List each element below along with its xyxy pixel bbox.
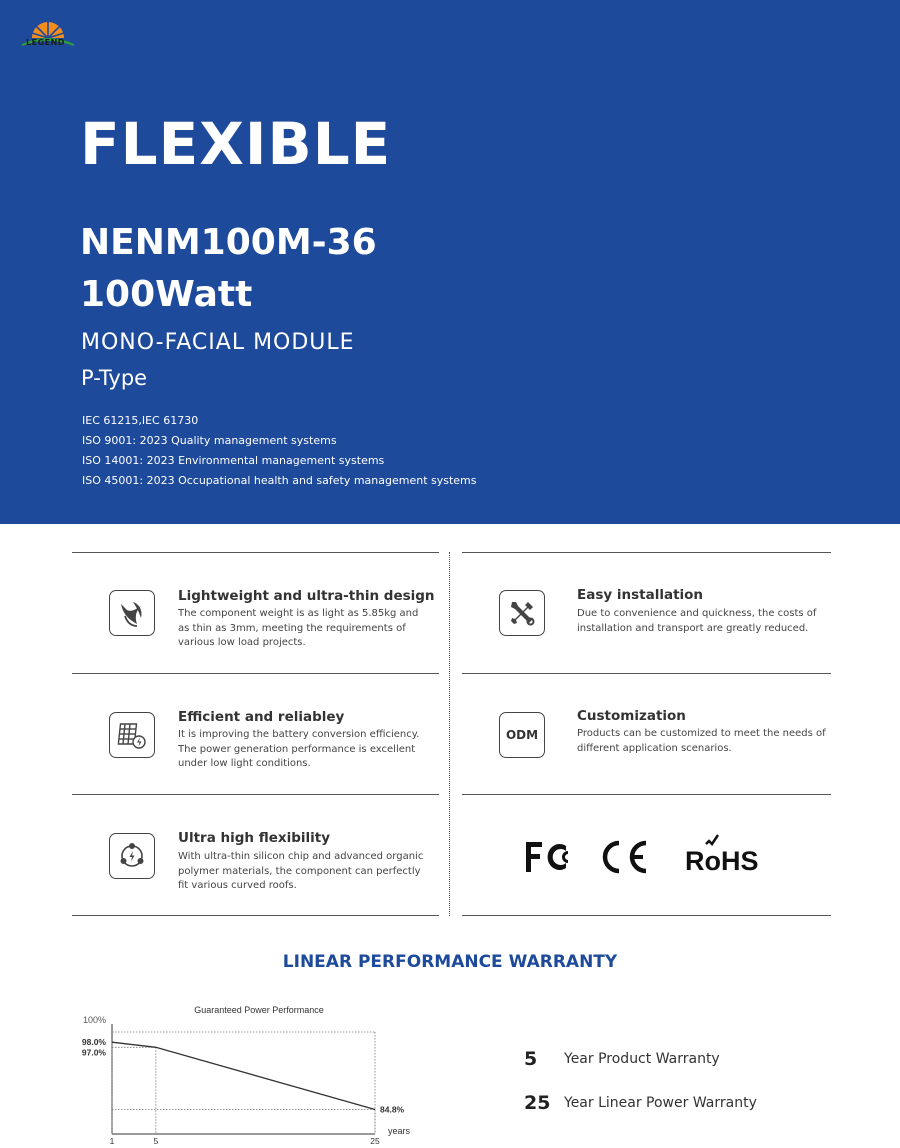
feature-description: Products can be customized to meet the needs of different application scenarios. (577, 728, 826, 754)
rohs-text: RoHS (685, 846, 759, 876)
odm-icon-label: ODM (505, 728, 539, 742)
product-category-title: FLEXIBLE (80, 110, 392, 178)
data-label: 98.0% (81, 1037, 106, 1048)
warranty-heading: LINEAR PERFORMANCE WARRANTY (282, 952, 618, 972)
divider (462, 552, 831, 553)
feature-title: Efficient and reliabley (178, 709, 345, 725)
hero-banner (0, 0, 900, 524)
chart-title: Guaranteed Power Performance (194, 1005, 324, 1015)
cell-type: P-Type (81, 366, 148, 390)
divider (462, 673, 831, 674)
divider (72, 673, 439, 674)
feature-description: The component weight is as light as 5.85kg and as thin as 3mm, meeting the requirements of various low load projects. (178, 608, 419, 648)
feature-description: It is improving the battery conversion efficiency. The power generation performance is excellent under low light conditions. (178, 729, 420, 769)
divider (462, 794, 831, 795)
divider (72, 552, 439, 553)
x-tick-label: 1 (109, 1136, 115, 1146)
warranty-label: Year Product Warranty (564, 1051, 720, 1067)
x-tick-label: 5 (153, 1136, 159, 1146)
model-number: NENM100M-36 (80, 222, 377, 263)
feature-title: Customization (577, 708, 686, 724)
x-axis-label: years (388, 1126, 411, 1136)
certification-item: ISO 14001: 2023 Environmental management systems (82, 454, 385, 467)
y-axis-top-label: 100% (82, 1015, 106, 1025)
power-performance-chart (70, 998, 430, 1148)
data-label: 97.0% (81, 1047, 106, 1058)
feather-icon (109, 590, 155, 636)
divider (72, 915, 439, 916)
fc-mark (526, 842, 568, 872)
rohs-mark (685, 835, 759, 876)
certification-list (82, 413, 477, 493)
module-type: MONO-FACIAL MODULE (81, 330, 355, 355)
feature-title: Ultra high flexibility (178, 830, 331, 846)
compliance-marks (522, 832, 782, 882)
data-label: 84.8% (380, 1104, 405, 1115)
warranty-years: 25 (524, 1092, 551, 1114)
divider (462, 915, 831, 916)
tools-icon (499, 590, 545, 636)
divider (72, 794, 439, 795)
x-tick-label: 25 (370, 1136, 380, 1146)
warranty-years: 5 (524, 1048, 538, 1070)
flexibility-icon (109, 833, 155, 879)
odm-icon (499, 712, 545, 758)
warranty-label: Year Linear Power Warranty (564, 1095, 757, 1111)
series-line (112, 1042, 375, 1109)
ce-mark (605, 843, 646, 871)
logo-text: LEGEND (26, 38, 65, 47)
solar-panel-icon (109, 712, 155, 758)
column-divider (449, 552, 450, 916)
feature-title: Lightweight and ultra-thin design (178, 588, 435, 604)
certification-item: IEC 61215,IEC 61730 (82, 414, 199, 427)
certification-item: ISO 45001: 2023 Occupational health and safety management systems (82, 474, 477, 487)
feature-description: Due to convenience and quickness, the costs of installation and transport are greatly reduced. (577, 608, 817, 634)
fc-text: FC (522, 832, 524, 833)
feature-description: With ultra-thin silicon chip and advanced organic polymer materials, the component can perfectly fit various curved roofs. (178, 851, 424, 891)
feature-title: Easy installation (577, 587, 704, 603)
certification-item: ISO 9001: 2023 Quality management systems (82, 434, 337, 447)
power-rating: 100Watt (80, 274, 253, 315)
